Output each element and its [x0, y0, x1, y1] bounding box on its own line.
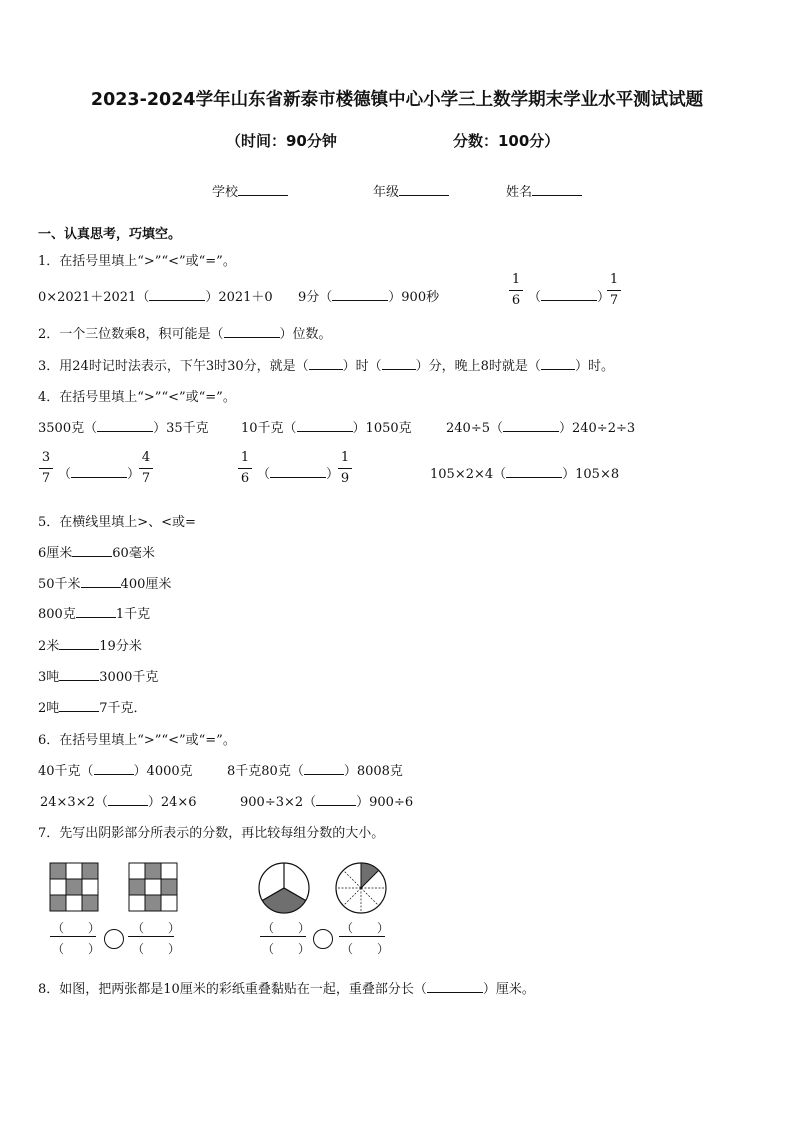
- q1c-right-fraction: 1 7: [607, 273, 621, 308]
- q5-blank-6[interactable]: [59, 699, 99, 712]
- q4a-blank[interactable]: [97, 419, 153, 432]
- shaded-cell: [129, 879, 145, 895]
- q1b-left: 9分（: [298, 290, 333, 305]
- q8: 8．如图，把两张都是10厘米的彩纸重叠黏贴在一起，重叠部分长（ ）厘米。: [38, 982, 535, 997]
- name-field[interactable]: [506, 181, 582, 200]
- q7-circle-figure-2: [333, 860, 389, 916]
- compare-circle[interactable]: [103, 928, 125, 950]
- q4d-right-fraction: 4 7: [139, 451, 153, 486]
- shaded-cell: [145, 895, 161, 911]
- q5-item: 800克 1千克: [38, 607, 151, 622]
- q1b-blank[interactable]: [332, 288, 388, 301]
- q6b-blank[interactable]: [304, 762, 344, 775]
- q1c-blank[interactable]: [541, 288, 597, 301]
- q7-answer-denominator[interactable]: （ ）: [52, 942, 101, 956]
- q7-answer-denominator[interactable]: （ ）: [341, 942, 390, 956]
- shaded-cell: [66, 879, 82, 895]
- q7-stem: 7．先写出阴影部分所表示的分数，再比较每组分数的大小。: [38, 826, 385, 841]
- q4-stem: 4．在括号里填上“>”“<”或“=”。: [38, 390, 236, 405]
- q6c-blank[interactable]: [108, 793, 148, 806]
- q4b-blank[interactable]: [297, 419, 353, 432]
- unshaded-cell: [161, 895, 177, 911]
- q4-item-a: 3500克（ ）35千克: [38, 421, 209, 436]
- total-score: 分数：100分）: [453, 132, 560, 150]
- unshaded-cell: [66, 863, 82, 879]
- q5-item: 3吨 3000千克: [38, 670, 159, 685]
- q6-item-c: 24×3×2（ ）24×6: [40, 795, 197, 810]
- q5-blank-1[interactable]: [72, 544, 112, 557]
- q4c-blank[interactable]: [503, 419, 559, 432]
- name-blank[interactable]: [532, 183, 582, 196]
- q4d-blank[interactable]: [71, 465, 127, 478]
- q1-item-a: [38, 286, 273, 305]
- q1b-right: ）900秒: [388, 290, 440, 305]
- q4d-paren: （ ）: [58, 467, 141, 482]
- shaded-cell: [50, 895, 66, 911]
- q1-stem: 1．在括号里填上“>”“<”或“=”。: [38, 254, 236, 269]
- section-heading: 一、认真思考，巧填空。: [38, 227, 182, 242]
- q4-item-f: 105×2×4（ ）105×8: [430, 467, 620, 482]
- q7-grid-figure-2: [128, 862, 178, 912]
- q2: 2．一个三位数乘8，积可能是（ ）位数。: [38, 327, 332, 342]
- q7-answer-numerator[interactable]: （ ）: [52, 921, 101, 935]
- q1c-paren: （ ）: [528, 290, 611, 305]
- q4-item-c: 240÷5（ ）240÷2÷3: [446, 421, 636, 436]
- q6-item-a: 40千克（ ）4000克: [38, 764, 193, 779]
- q8-blank[interactable]: [427, 980, 483, 993]
- q1a-left: 0×2021＋2021（: [38, 290, 150, 305]
- q7-answer-denominator[interactable]: （ ）: [132, 942, 181, 956]
- school-field[interactable]: [212, 181, 288, 200]
- q6d-blank[interactable]: [316, 793, 356, 806]
- q4-item-b: 10千克（ ）1050克: [241, 421, 412, 436]
- q3: 3．用24时记时法表示，下午3时30分，就是（ ）时（ ）分，晚上8时就是（ ）时。: [38, 359, 614, 374]
- school-blank[interactable]: [238, 183, 288, 196]
- fraction-bar: [339, 936, 385, 937]
- q7-answer-denominator[interactable]: （ ）: [262, 942, 311, 956]
- compare-circle[interactable]: [312, 928, 334, 950]
- q3-blank-hour[interactable]: [309, 357, 343, 370]
- q7-answer-numerator[interactable]: （ ）: [262, 921, 311, 935]
- shaded-cell: [50, 863, 66, 879]
- shaded-cell: [82, 895, 98, 911]
- q4e-right-fraction: 1 9: [338, 451, 352, 486]
- fraction-bar: [260, 936, 306, 937]
- q7-grid-figure-1: [49, 862, 99, 912]
- q6-stem: 6．在括号里填上“>”“<”或“=”。: [38, 733, 236, 748]
- grade-field[interactable]: [373, 181, 449, 200]
- q1-item-b: [298, 286, 439, 305]
- q7-circle-figure-1: [256, 860, 312, 916]
- q1c-left-fraction: 1 6: [509, 273, 523, 308]
- q5-item: 2米 19分米: [38, 639, 142, 654]
- q6-item-b: 8千克80克（ ）8008克: [227, 764, 403, 779]
- q3-blank-minute[interactable]: [382, 357, 416, 370]
- q4e-paren: （ ）: [257, 467, 340, 482]
- fraction-bar: [50, 936, 96, 937]
- q5-stem: 5．在横线里填上>、<或=: [38, 515, 196, 530]
- q4d-left-fraction: 3 7: [39, 451, 53, 486]
- q5-blank-3[interactable]: [76, 605, 116, 618]
- school-label: 学校: [212, 185, 239, 200]
- q5-blank-2[interactable]: [81, 575, 121, 588]
- q7-answer-numerator[interactable]: （ ）: [341, 921, 390, 935]
- time-limit: （时间：90分钟: [226, 132, 337, 150]
- q6-item-d: 900÷3×2（ ）900÷6: [240, 795, 414, 810]
- page-title: 2023-2024学年山东省新泰市楼德镇中心小学三上数学期末学业水平测试试题: [90, 90, 704, 110]
- unshaded-cell: [129, 863, 145, 879]
- q5-blank-4[interactable]: [59, 637, 99, 650]
- grade-blank[interactable]: [399, 183, 449, 196]
- q4e-blank[interactable]: [270, 465, 326, 478]
- unshaded-cell: [66, 895, 82, 911]
- q5-blank-5[interactable]: [59, 668, 99, 681]
- q4f-blank[interactable]: [506, 465, 562, 478]
- q6a-blank[interactable]: [94, 762, 134, 775]
- q3-blank-evening[interactable]: [541, 357, 575, 370]
- unshaded-cell: [82, 879, 98, 895]
- unshaded-cell: [50, 879, 66, 895]
- fraction-bar: [128, 936, 174, 937]
- q2-blank[interactable]: [224, 325, 280, 338]
- name-label: 姓名: [506, 185, 533, 200]
- unshaded-cell: [129, 895, 145, 911]
- q4e-left-fraction: 1 6: [238, 451, 252, 486]
- unshaded-cell: [161, 863, 177, 879]
- shaded-cell: [82, 863, 98, 879]
- q5-item: 6厘米 60毫米: [38, 546, 155, 561]
- shaded-cell: [145, 863, 161, 879]
- grade-label: 年级: [373, 185, 400, 200]
- q7-answer-numerator[interactable]: （ ）: [132, 921, 181, 935]
- q5-item: 2吨 7千克．: [38, 701, 147, 716]
- q1a-right: ）2021＋0: [205, 290, 273, 305]
- shaded-cell: [161, 879, 177, 895]
- q1a-blank[interactable]: [149, 288, 205, 301]
- unshaded-cell: [145, 879, 161, 895]
- q5-item: 50千米 400厘米: [38, 577, 172, 592]
